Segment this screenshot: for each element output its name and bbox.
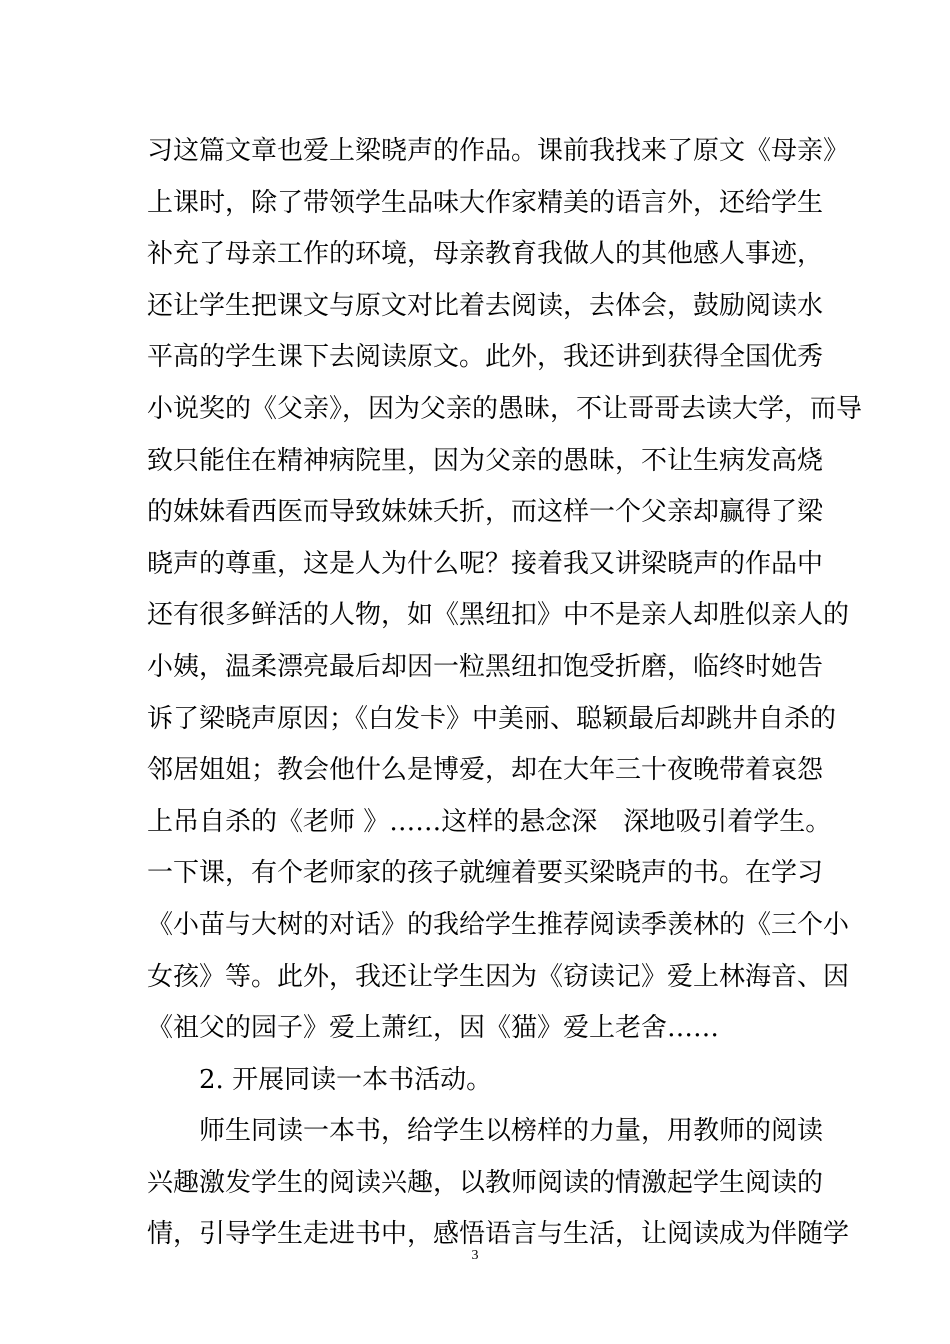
text-line: 晓声的尊重，这是人为什么呢？接着我又讲梁晓声的作品中 (147, 548, 824, 579)
text-line: 情，引导学生走进书中，感悟语言与生活，让阅读成为伴随学 (147, 1219, 850, 1250)
text-line: 女孩》等。此外，我还让学生因为《窃读记》爱上林海音、因 (147, 961, 850, 992)
text-line: 还有很多鲜活的人物，如《黑纽扣》中不是亲人却胜似亲人的 (147, 600, 850, 631)
text-line: 《小苗与大树的对话》的我给学生推荐阅读季羡林的《三个小 (147, 909, 850, 940)
text-line: 小说奖的《父亲》，因为父亲的愚昧，不让哥哥去读大学，而导 (147, 393, 863, 424)
text-line: 邻居姐姐；教会他什么是博爱，却在大年三十夜晚带着哀怨 (147, 755, 824, 786)
text-line: 补充了母亲工作的环境，母亲教育我做人的其他感人事迹， (147, 239, 824, 270)
text-line: 的妹妹看西医而导致妹妹夭折，而这样一个父亲却赢得了梁 (147, 497, 824, 528)
text-line: 上课时，除了带领学生品味大作家精美的语言外，还给学生 (147, 187, 824, 218)
text-line: 习这篇文章也爱上梁晓声的作品。课前我找来了原文《母亲》 (147, 136, 850, 166)
text-line: 致只能住在精神病院里，因为父亲的愚昧，不让生病发高烧 (147, 445, 824, 476)
text-line: 还让学生把课文与原文对比着去阅读，去体会，鼓励阅读水 (147, 290, 824, 321)
text-line: 平高的学生课下去阅读原文。此外，我还讲到获得全国优秀 (147, 342, 824, 373)
page-number: 3 (471, 1248, 479, 1263)
text-line: 兴趣激发学生的阅读兴趣，以教师阅读的情激起学生阅读的 (147, 1167, 824, 1198)
text-line: 师生同读一本书，给学生以榜样的力量，用教师的阅读 (199, 1116, 824, 1147)
text-line: 上吊自杀的《老师 》……这样的悬念深 深地吸引着学生。 (147, 806, 832, 837)
body-text (147, 126, 863, 1261)
section-heading: 2. 开展同读一本书活动。 (199, 1064, 493, 1095)
text-line: 一下课，有个老师家的孩子就缠着要买梁晓声的书。在学习 (147, 858, 824, 889)
text-line: 诉了梁晓声原因；《白发卡》中美丽、聪颖最后却跳井自杀的 (147, 703, 837, 734)
text-line: 《祖父的园子》爱上萧红，因《猫》爱上老舍…… (147, 1013, 720, 1044)
text-line: 小姨，温柔漂亮最后却因一粒黑纽扣饱受折磨，临终时她告 (147, 651, 824, 682)
